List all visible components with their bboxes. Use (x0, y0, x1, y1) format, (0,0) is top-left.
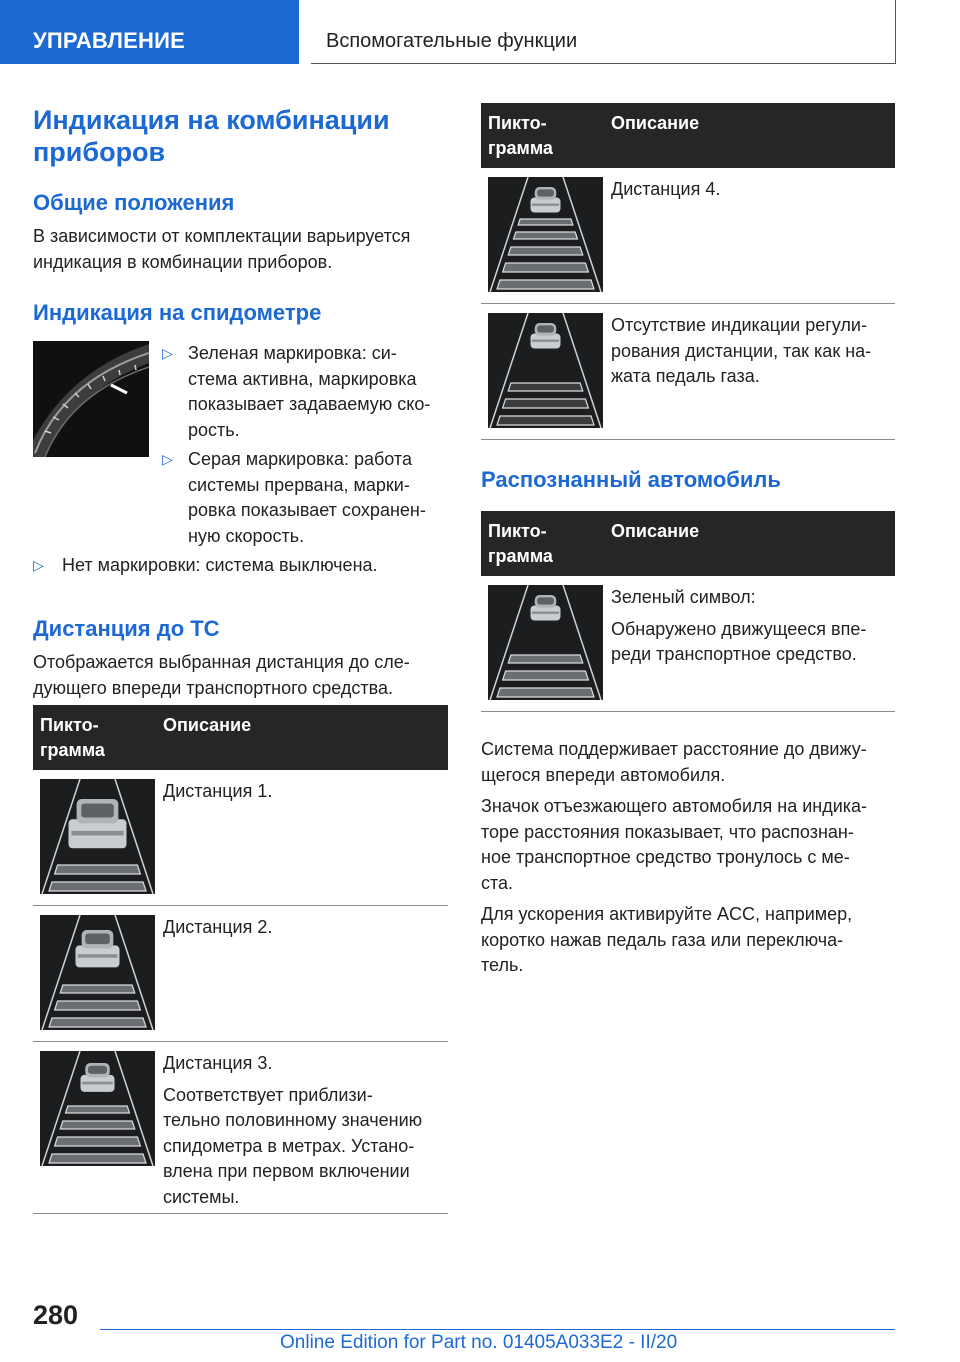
bullet-line: показывает задаваемую ско- (188, 394, 431, 414)
lane-bar (508, 383, 583, 391)
bullet-line: стема активна, маркировка (188, 368, 417, 389)
speedometer-graphic (33, 341, 149, 457)
recognized-heading: Распознанный автомобиль (481, 467, 781, 492)
row-description (163, 915, 272, 941)
row-line: Обнаружено движущееся впе- (611, 618, 867, 639)
row-line: Соответствует приблизи- (163, 1084, 373, 1105)
paragraph-line: Для ускорения активируйте ACC, например, (481, 904, 853, 924)
col-description: Описание (611, 521, 700, 541)
col-pictogram-line1: Пикто- (488, 521, 547, 541)
row-description (611, 585, 895, 668)
lane-bar (49, 1018, 146, 1027)
lane-bar (503, 263, 589, 272)
row-description (611, 177, 720, 203)
row-description (163, 779, 272, 805)
pictogram-graphic (488, 313, 603, 428)
car-icon (69, 799, 127, 848)
distance-text (33, 650, 410, 701)
lane-bar (508, 655, 583, 663)
car-icon (531, 187, 561, 213)
pictogram-graphic (488, 177, 603, 292)
table-row (33, 906, 448, 1042)
car-icon (531, 323, 561, 349)
page-title-line2: приборов (33, 137, 166, 167)
row-description (611, 313, 895, 390)
distance-pictogram (40, 1051, 155, 1166)
bullet-line: Зеленая маркировка: си- (188, 343, 397, 363)
distance-heading: Дистанция до ТС (33, 616, 220, 641)
row-line: Отсутствие индикации регули- (611, 315, 867, 335)
row-line: влена при первом включении (163, 1161, 410, 1181)
general-text-line2: индикация в комбинации приборов. (33, 251, 333, 272)
lane-bar (497, 688, 594, 697)
row-line: спидометра в метрах. Устано- (163, 1135, 415, 1156)
paragraph-acc-3 (481, 902, 895, 979)
general-heading: Общие положения (33, 190, 235, 215)
paragraph-acc-2 (481, 794, 895, 896)
paragraph-acc-1 (481, 737, 895, 788)
pictogram-graphic (40, 1051, 155, 1166)
col-description: Описание (163, 715, 252, 735)
section-title: УПРАВЛЕНИЕ (33, 28, 185, 53)
paragraph-line: Значок отъезжающего автомобиля на индика- (481, 796, 868, 816)
lane-bar (518, 219, 573, 225)
bullet-marker-icon: ▷ (162, 345, 173, 361)
row-line: Дистанция 3. (163, 1053, 273, 1073)
edition-text: Online Edition for Part no. 01405A033E2 - II/20 (280, 1332, 678, 1353)
bullet-line: ровка показывает сохранен- (188, 500, 426, 520)
bullet-line: ную скорость. (188, 525, 305, 546)
lane-bar (65, 1106, 129, 1113)
col-pictogram-line2: грамма (40, 740, 105, 760)
paragraph-line: щегося впереди автомобиля. (481, 764, 726, 785)
col-pictogram-line1: Пикто- (40, 715, 99, 735)
bullet-line: рость. (188, 419, 240, 440)
col-pictogram-line2: грамма (488, 546, 553, 566)
lane-bar (55, 865, 141, 874)
table-row (33, 1042, 448, 1214)
speedometer-image (33, 341, 149, 457)
col-pictogram-line2: грамма (488, 138, 553, 158)
lane-bar (60, 985, 135, 993)
recognized-table-header (481, 511, 895, 576)
paragraph-line: торе расстояния показывает, что распознан- (481, 821, 854, 842)
row-line: системы. (163, 1186, 240, 1207)
lane-bar (55, 1137, 141, 1146)
row-line: Дистанция 2. (163, 917, 273, 937)
bullet-line: Нет маркировки: система выключена. (62, 555, 378, 575)
page-title (33, 104, 390, 168)
page-title-line1: Индикация на комбинации (33, 105, 390, 135)
lane-bar (49, 882, 146, 891)
bullet-no-marking (33, 553, 448, 579)
paragraph-line: тель. (481, 955, 524, 975)
row-line: Дистанция 4. (611, 179, 721, 199)
chapter-header (311, 0, 896, 64)
car-icon (81, 1063, 115, 1092)
row-line: Дистанция 1. (163, 781, 273, 801)
car-icon (76, 930, 120, 967)
row-line: Зеленый символ: (611, 587, 756, 607)
pictogram-graphic (40, 915, 155, 1030)
recognized-vehicle-pictogram (488, 585, 603, 700)
chapter-title: Вспомогательные функции (326, 30, 578, 52)
table-row (481, 304, 895, 440)
table-row (481, 576, 895, 712)
distance-pictogram (40, 779, 155, 894)
distance-pictogram (40, 915, 155, 1030)
lane-bar (497, 416, 594, 425)
general-text-line1: В зависимости от комплектации варьируется (33, 226, 411, 246)
col-pictogram (488, 519, 553, 569)
lane-bar (49, 1154, 146, 1163)
distance-text-line2: дующего впереди транспортного средства. (33, 677, 394, 698)
lane-bar (55, 1001, 141, 1010)
lane-bar (503, 671, 589, 680)
lane-bar (503, 399, 589, 408)
bullet-line: Серая маркировка: работа (188, 449, 412, 469)
lane-bar (497, 280, 594, 289)
speedo-heading: Индикация на спидометре (33, 300, 322, 325)
bullet-grey-marking (162, 447, 452, 549)
table-row (481, 168, 895, 304)
table-row (33, 770, 448, 906)
col-description: Описание (611, 113, 700, 133)
distance-pictogram (488, 313, 603, 428)
row-line: жата педаль газа. (611, 366, 760, 386)
lane-bar (60, 1121, 135, 1129)
bullet-marker-icon: ▷ (33, 557, 44, 573)
col-pictogram-line1: Пикто- (488, 113, 547, 133)
distance-text-line1: Отображается выбранная дистанция до сле- (33, 652, 410, 672)
paragraph-line: ное транспортное средство тронулось с ме- (481, 847, 850, 867)
paragraph-line: Система поддерживает расстояние до движу- (481, 739, 867, 759)
col-pictogram (40, 713, 105, 763)
footer-divider (100, 1329, 895, 1330)
paragraph-line: ста. (481, 872, 514, 893)
general-text (33, 224, 410, 275)
lane-bar (513, 232, 577, 239)
distance-table-header-cont (481, 103, 895, 168)
bullet-green-marking (162, 341, 452, 443)
lane-bar (508, 247, 583, 255)
pictogram-graphic (40, 779, 155, 894)
bullet-marker-icon: ▷ (162, 451, 173, 467)
section-tab (0, 0, 299, 64)
col-pictogram (488, 111, 553, 161)
row-description (163, 1051, 448, 1210)
car-icon (531, 595, 561, 621)
paragraph-line: коротко нажав педаль газа или переключа- (481, 929, 844, 950)
bullet-line: системы прервана, марки- (188, 474, 410, 495)
row-line: тельно половинному значению (163, 1110, 423, 1130)
pictogram-graphic (488, 585, 603, 700)
row-line: рования дистанции, так как на- (611, 340, 872, 361)
distance-pictogram (488, 177, 603, 292)
page-number: 280 (33, 1300, 79, 1330)
row-line: реди транспортное средство. (611, 644, 857, 664)
distance-table-header (33, 705, 448, 770)
